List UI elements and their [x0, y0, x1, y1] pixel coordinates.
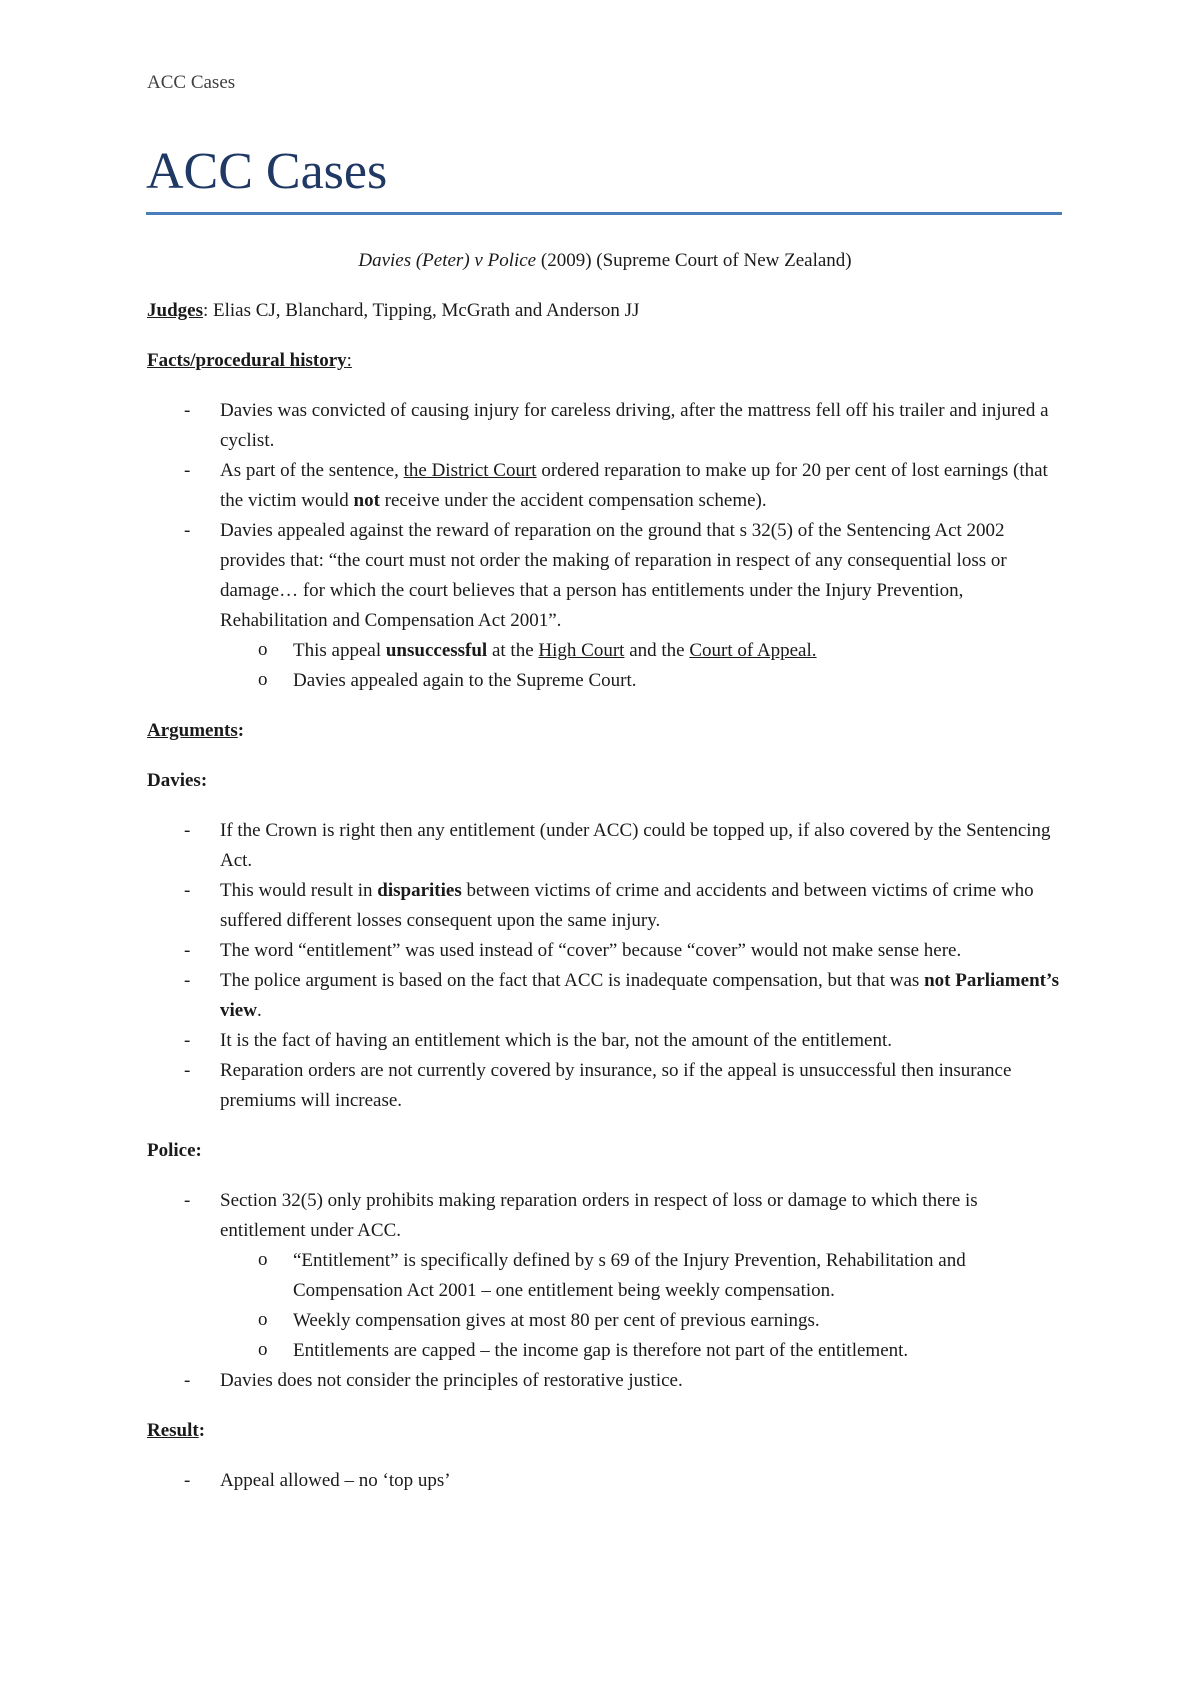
list-item: - This would result in disparities between victims of crime and accidents and between victims of crime who suffered different losses consequent upon the same injury.: [147, 876, 1063, 936]
list-item: - Davies was convicted of causing injury for careless driving, after the mattress fell off his trailer and injured a cyclist.: [147, 396, 1063, 456]
case-name: Davies (Peter) v Police: [358, 250, 537, 271]
davies-heading: Davies:: [147, 770, 208, 791]
sublist-item: o Entitlements are capped – the income gap is therefore not part of the entitlement.: [220, 1336, 1063, 1366]
sublist-item: o “Entitlement” is specifically defined by s 69 of the Injury Prevention, Rehabilitation and Compensation Act 2001 – one entitlement being weekly compensation.: [220, 1246, 1063, 1306]
result-heading: Result:: [147, 1420, 206, 1441]
list-item: - Reparation orders are not currently covered by insurance, so if the appeal is unsuccessful then insurance premiums will increase.: [147, 1056, 1063, 1116]
title-divider: [146, 212, 1062, 215]
list-item: - Davies does not consider the principles of restorative justice.: [147, 1366, 1063, 1396]
list-item: - If the Crown is right then any entitlement (under ACC) could be topped up, if also covered by the Sentencing Act.: [147, 816, 1063, 876]
list-item: - Davies appealed against the reward of reparation on the ground that s 32(5) of the Sentencing Act 2002 provides that: “the court must not order the making of reparation in respect of any consequential loss or damage… for which the court believes that a person has entitlements under the Injury Prevention, Rehabilitation and Compensation Act 2001”. o This appeal unsuccessful at the High Court and the Court of Appeal. o Davies appealed again to the Supreme Court.: [147, 516, 1063, 696]
sublist-item: o Weekly compensation gives at most 80 per cent of previous earnings.: [220, 1306, 1063, 1336]
facts-list: [147, 396, 1063, 696]
document-title: ACC Cases: [146, 143, 388, 200]
police-sublist: [220, 1246, 1063, 1366]
police-list: [147, 1186, 1063, 1396]
list-item: - The police argument is based on the fact that ACC is inadequate compensation, but that was not Parliament’s view.: [147, 966, 1063, 1026]
high-court-ref: High Court: [538, 640, 625, 661]
case-details: (2009) (Supreme Court of New Zealand): [536, 250, 852, 271]
page-header: ACC Cases: [147, 72, 236, 93]
judges-line: [147, 296, 1063, 326]
police-heading: Police:: [147, 1140, 202, 1161]
judges-text: : Elias CJ, Blanchard, Tipping, McGrath and Anderson JJ: [202, 300, 640, 321]
sublist-item: o Davies appealed again to the Supreme Court.: [220, 666, 1063, 696]
list-item: - The word “entitlement” was used instead of “cover” because “cover” would not make sense here.: [147, 936, 1063, 966]
list-item: - It is the fact of having an entitlement which is the bar, not the amount of the entitlement.: [147, 1026, 1063, 1056]
result-list: [147, 1466, 1063, 1496]
court-of-appeal-ref: Court of Appeal: [689, 640, 812, 661]
facts-heading: Facts/procedural history:: [147, 350, 352, 371]
facts-sublist: [220, 636, 1063, 696]
sublist-item: o This appeal unsuccessful at the High Court and the Court of Appeal.: [220, 636, 1063, 666]
district-court-ref: the District Court: [403, 460, 537, 481]
document-body: [147, 246, 1063, 1496]
list-item: - As part of the sentence, the District Court ordered reparation to make up for 20 per cent of lost earnings (that the victim would not receive under the accident compensation scheme).: [147, 456, 1063, 516]
davies-list: [147, 816, 1063, 1116]
arguments-heading: Arguments:: [147, 720, 245, 741]
judges-label: Judges: [147, 300, 203, 321]
list-item: - Section 32(5) only prohibits making reparation orders in respect of loss or damage to which there is entitlement under ACC. o “Entitlement” is specifically defined by s 69 of the Injury Prevention, Rehabilitation and Compensation Act 2001 – one entitlement being weekly compensation. o Weekly compensation gives at most 80 per cent of previous earnings. o Entitlements are capped – the income gap is therefore not part of the entitlement.: [147, 1186, 1063, 1366]
list-item: - Appeal allowed – no ‘top ups’: [147, 1466, 1063, 1496]
case-citation: [147, 246, 1063, 276]
